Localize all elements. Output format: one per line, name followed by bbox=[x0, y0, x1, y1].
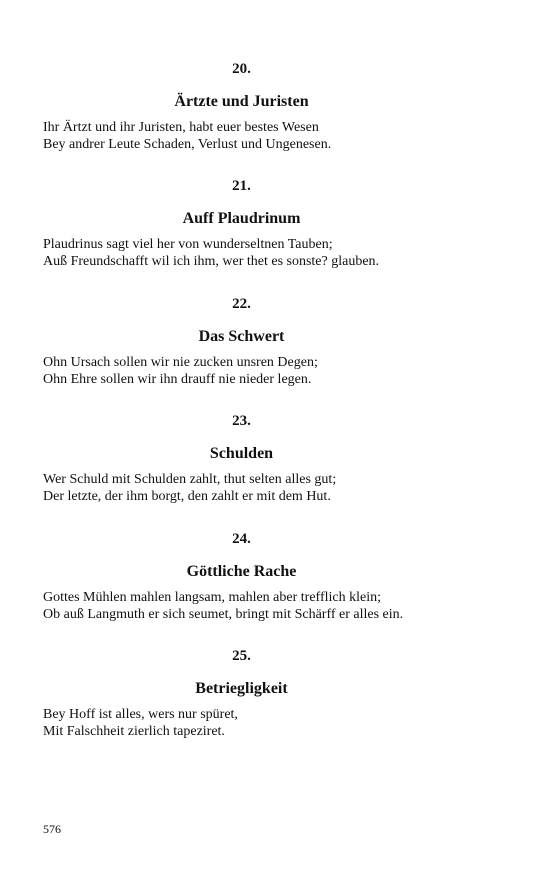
poem-verse bbox=[43, 471, 503, 505]
verse-line: Bey andrer Leute Schaden, Verlust und Ungenesen. bbox=[43, 137, 332, 152]
poem-title: Schulden bbox=[209, 445, 274, 462]
page-number: 576 bbox=[43, 822, 61, 836]
poem-title: Göttliche Rache bbox=[186, 563, 297, 580]
poem-number: 20. bbox=[232, 61, 251, 77]
verse-line: Ohn Ehre sollen wir ihn drauff nie nieder legen. bbox=[43, 372, 312, 387]
poem-verse bbox=[43, 589, 503, 623]
verse-line: Ohn Ursach sollen wir nie zucken unsren Degen; bbox=[43, 355, 318, 370]
verse-line: Plaudrinus sagt viel her von wunderseltnen Tauben; bbox=[43, 237, 333, 252]
verse-line: Ob auß Langmuth er sich seumet, bringt mit Schärff er alles ein. bbox=[43, 607, 404, 622]
poem-verse bbox=[43, 119, 503, 153]
verse-line: Gottes Mühlen mahlen langsam, mahlen aber trefflich klein; bbox=[43, 590, 381, 605]
poem-number: 25. bbox=[232, 648, 251, 664]
verse-line: Mit Falschheit zierlich tapeziret. bbox=[43, 724, 225, 739]
verse-line: Auß Freundschafft wil ich ihm, wer thet es sonste? glauben. bbox=[43, 254, 380, 269]
poem-verse bbox=[43, 236, 503, 270]
poem-title: Betriegligkeit bbox=[195, 680, 288, 697]
verse-line: Der letzte, der ihm borgt, den zahlt er mit dem Hut. bbox=[43, 489, 331, 504]
poem-title: Ärtzte und Juristen bbox=[174, 93, 309, 110]
verse-line: Ihr Ärtzt und ihr Juristen, habt euer bestes Wesen bbox=[43, 120, 319, 135]
poem-number: 24. bbox=[232, 531, 251, 547]
poem-number: 22. bbox=[232, 296, 251, 312]
poem-number: 21. bbox=[232, 178, 251, 194]
poem-title: Auff Plaudrinum bbox=[182, 210, 301, 227]
poem-verse bbox=[43, 706, 503, 740]
verse-line: Wer Schuld mit Schulden zahlt, thut selten alles gut; bbox=[43, 472, 337, 487]
poem-verse bbox=[43, 354, 503, 388]
verse-line: Bey Hoff ist alles, wers nur spüret, bbox=[43, 707, 238, 722]
poem-number: 23. bbox=[232, 413, 251, 429]
poem-title: Das Schwert bbox=[198, 328, 285, 345]
